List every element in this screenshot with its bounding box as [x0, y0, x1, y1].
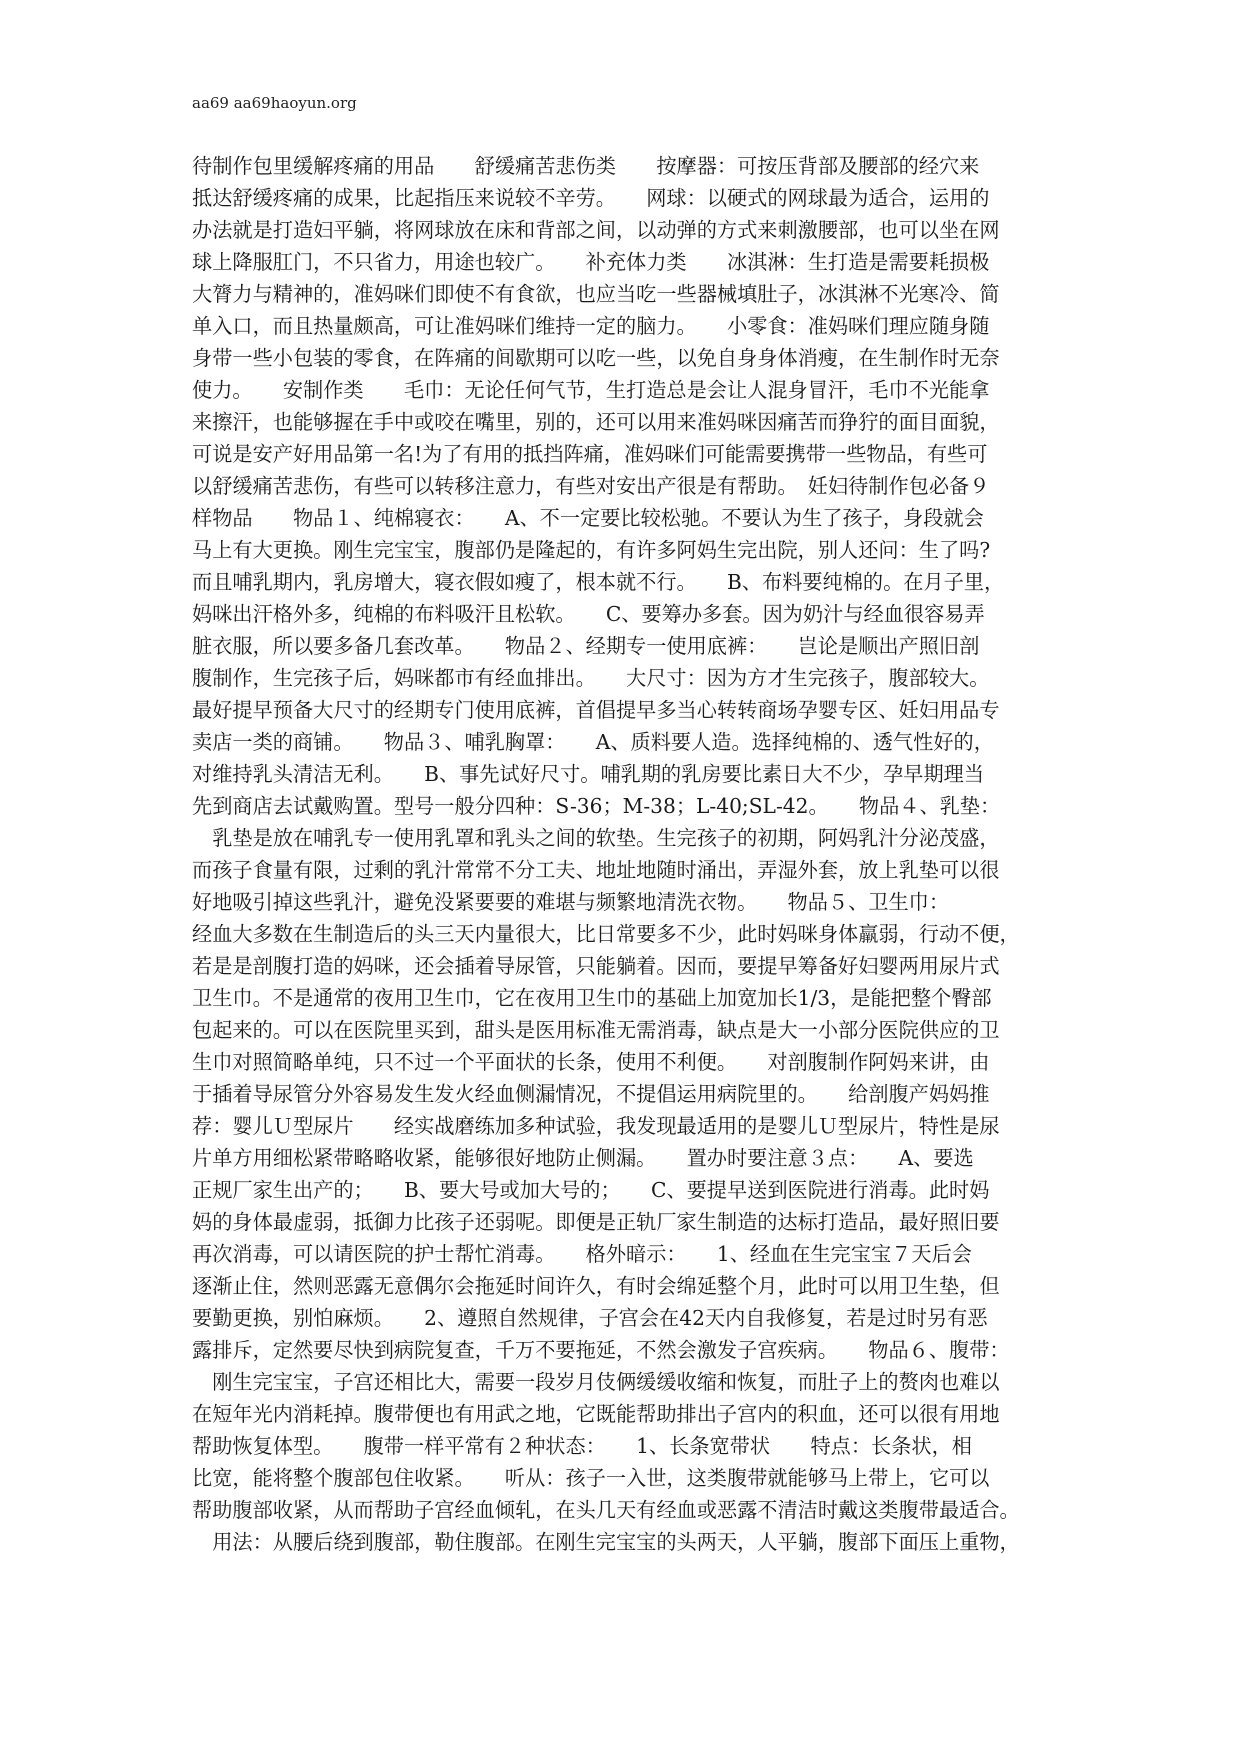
text-line: 经血大多数在生制造后的头三天内量很大，比日常要多不少，此时妈咪身体羸弱，行动不便，	[192, 922, 1020, 946]
text-line: 单入口，而且热量颇高，可让准妈咪们维持一定的脑力。 小零食：准妈咪们理应随身随	[192, 314, 990, 338]
text-line: 使力。 安制作类 毛巾：无论任何气节，生打造总是会让人混身冒汗，毛巾不光能拿	[192, 378, 990, 402]
text-line: 马上有大更换。刚生完宝宝，腹部仍是隆起的，有许多阿妈生完出院，别人还问：生了吗?	[192, 538, 991, 562]
text-line: 卖店一类的商铺。 物品３、哺乳胸罩： A、质料要人造。选择纯棉的、透气性好的，	[192, 730, 994, 754]
text-line: 生巾对照简略单纯，只不过一个平面状的长条，使用不利便。 对剖腹制作阿妈来讲，由	[192, 1050, 990, 1074]
text-line: 妈咪出汗格外多，纯棉的布料吸汗且松软。 C、要筹办多套。因为奶汁与经血很容易弄	[192, 602, 985, 626]
text-line: 要勤更换，别怕麻烦。 2、遵照自然规律，子宫会在42天内自我修复，若是过时另有恶	[192, 1306, 988, 1330]
text-line: 正规厂家生出产的； B、要大号或加大号的； C、要提早送到医院进行消毒。此时妈	[192, 1178, 990, 1202]
text-line: 以舒缓痛苦悲伤，有些可以转移注意力，有些对安出产很是有帮助。 妊妇待制作包必备９	[192, 474, 990, 498]
text-line: 待制作包里缓解疼痛的用品 舒缓痛苦悲伤类 按摩器：可按压背部及腰部的经穴来	[192, 154, 980, 178]
text-line: 身带一些小包装的零食，在阵痛的间歇期可以吃一些，以免自身身体消瘦，在生制作时无奈	[192, 346, 1000, 370]
text-line: 最好提早预备大尺寸的经期专门使用底裤，首倡提早多当心转转商场孕婴专区、妊妇用品专	[192, 698, 1000, 722]
text-line: 露排斥，定然要尽快到病院复查，千万不要拖延，不然会激发子宫疾病。 物品６、腹带：	[192, 1338, 1010, 1362]
text-line: 抵达舒缓疼痛的成果，比起指压来说较不辛劳。 网球：以硬式的网球最为适合，运用的	[192, 186, 990, 210]
text-line: 而且哺乳期内，乳房增大，寝衣假如瘦了，根本就不行。 B、布料要纯棉的。在月子里，	[192, 570, 1005, 594]
text-line: 逐渐止住，然则恶露无意偶尔会拖延时间许久，有时会绵延整个月，此时可以用卫生垫，但	[192, 1274, 1000, 1298]
text-line: 而孩子食量有限，过剩的乳汁常常不分工夫、地址地随时涌出，弄湿外套，放上乳垫可以很	[192, 858, 1000, 882]
text-line: 片单方用细松紧带略略收紧，能够很好地防止侧漏。 置办时要注意３点： A、要选	[192, 1146, 974, 1170]
page-header: aa69 aa69haoyun.org	[192, 94, 357, 112]
text-line: 脏衣服，所以要多备几套改革。 物品２、经期专一使用底裤： 岂论是顺出产照旧剖	[192, 634, 980, 658]
text-line: 球上降服肛门，不只省力，用途也较广。 补充体力类 冰淇淋：生打造是需要耗损极	[192, 250, 990, 274]
text-line: 再次消毒，可以请医院的护士帮忙消毒。 格外暗示： 1、经血在生完宝宝７天后会	[192, 1242, 972, 1266]
text-line: 于插着导尿管分外容易发生发火经血侧漏情况，不提倡运用病院里的。 给剖腹产妈妈推	[192, 1082, 990, 1106]
text-line: 若是是剖腹打造的妈咪，还会插着导尿管，只能躺着。因而，要提早筹备好妇婴两用尿片式	[192, 954, 1000, 978]
body-text	[192, 150, 1052, 1558]
text-line: 来擦汗，也能够握在手中或咬在嘴里，别的，还可以用来准妈咪因痛苦而狰狞的面目面貌，	[192, 410, 1000, 434]
text-line: 大膂力与精神的，准妈咪们即使不有食欲，也应当吃一些器械填肚子，冰淇淋不光寒冷、简	[192, 282, 1000, 306]
text-line: 办法就是打造妇平躺，将网球放在床和背部之间，以动弹的方式来刺激腰部，也可以坐在网	[192, 218, 1000, 242]
text-line: 妈的身体最虚弱，抵御力比孩子还弱呢。即便是正轨厂家生制造的达标打造品，最好照旧要	[192, 1210, 1000, 1234]
text-line: 先到商店去试戴购置。型号一般分四种：S-36；M-38；L-40;SL-42。 物品４、乳垫：	[192, 794, 1001, 818]
text-line: 对维持乳头清洁无利。 B、事先试好尺寸。哺乳期的乳房要比素日大不少，孕早期理当	[192, 762, 985, 786]
text-line: 荐：婴儿Ｕ型尿片 经实战磨练加多种试验，我发现最适用的是婴儿Ｕ型尿片，特性是尿	[192, 1114, 1000, 1138]
text-line: 包起来的。可以在医院里买到，甜头是医用标准无需消毒，缺点是大一小部分医院供应的卫	[192, 1018, 1000, 1042]
text-line: 帮助腹部收紧，从而帮助子宫经血倾轧，在头几天有经血或恶露不清洁时戴这类腹带最适合。	[192, 1498, 1020, 1522]
text-line: 比宽，能将整个腹部包住收紧。 听从：孩子一入世，这类腹带就能够马上带上，它可以	[192, 1466, 990, 1490]
text-line: 乳垫是放在哺乳专一使用乳罩和乳头之间的软垫。生完孩子的初期，阿妈乳汁分泌茂盛，	[192, 826, 1000, 850]
text-line: 在短年光内消耗掉。腹带便也有用武之地，它既能帮助排出子宫内的积血，还可以很有用地	[192, 1402, 1000, 1426]
text-line: 可说是安产好用品第一名!为了有用的抵挡阵痛，准妈咪们可能需要携带一些物品，有些可	[192, 442, 988, 466]
text-line: 好地吸引掉这些乳汁，避免没紧要要的难堪与频繁地清洗衣物。 物品５、卫生巾：	[192, 890, 950, 914]
text-line: 卫生巾。不是通常的夜用卫生巾，它在夜用卫生巾的基础上加宽加长1/3，是能把整个臀部	[192, 986, 992, 1010]
text-line: 样物品 物品１、纯棉寝衣： A、不一定要比较松驰。不要认为生了孩子，身段就会	[192, 506, 984, 530]
text-line: 帮助恢复体型。 腹带一样平常有２种状态： 1、长条宽带状 特点：长条状，相	[192, 1434, 972, 1458]
text-line: 刚生完宝宝，子宫还相比大，需要一段岁月伎俩缓缓收缩和恢复，而肚子上的赘肉也难以	[192, 1370, 1000, 1394]
text-line: 用法：从腰后绕到腹部，勒住腹部。在刚生完宝宝的头两天，人平躺，腹部下面压上重物，	[192, 1530, 1020, 1554]
text-line: 腹制作，生完孩子后，妈咪都市有经血排出。 大尺寸：因为方才生完孩子，腹部较大。	[192, 666, 990, 690]
